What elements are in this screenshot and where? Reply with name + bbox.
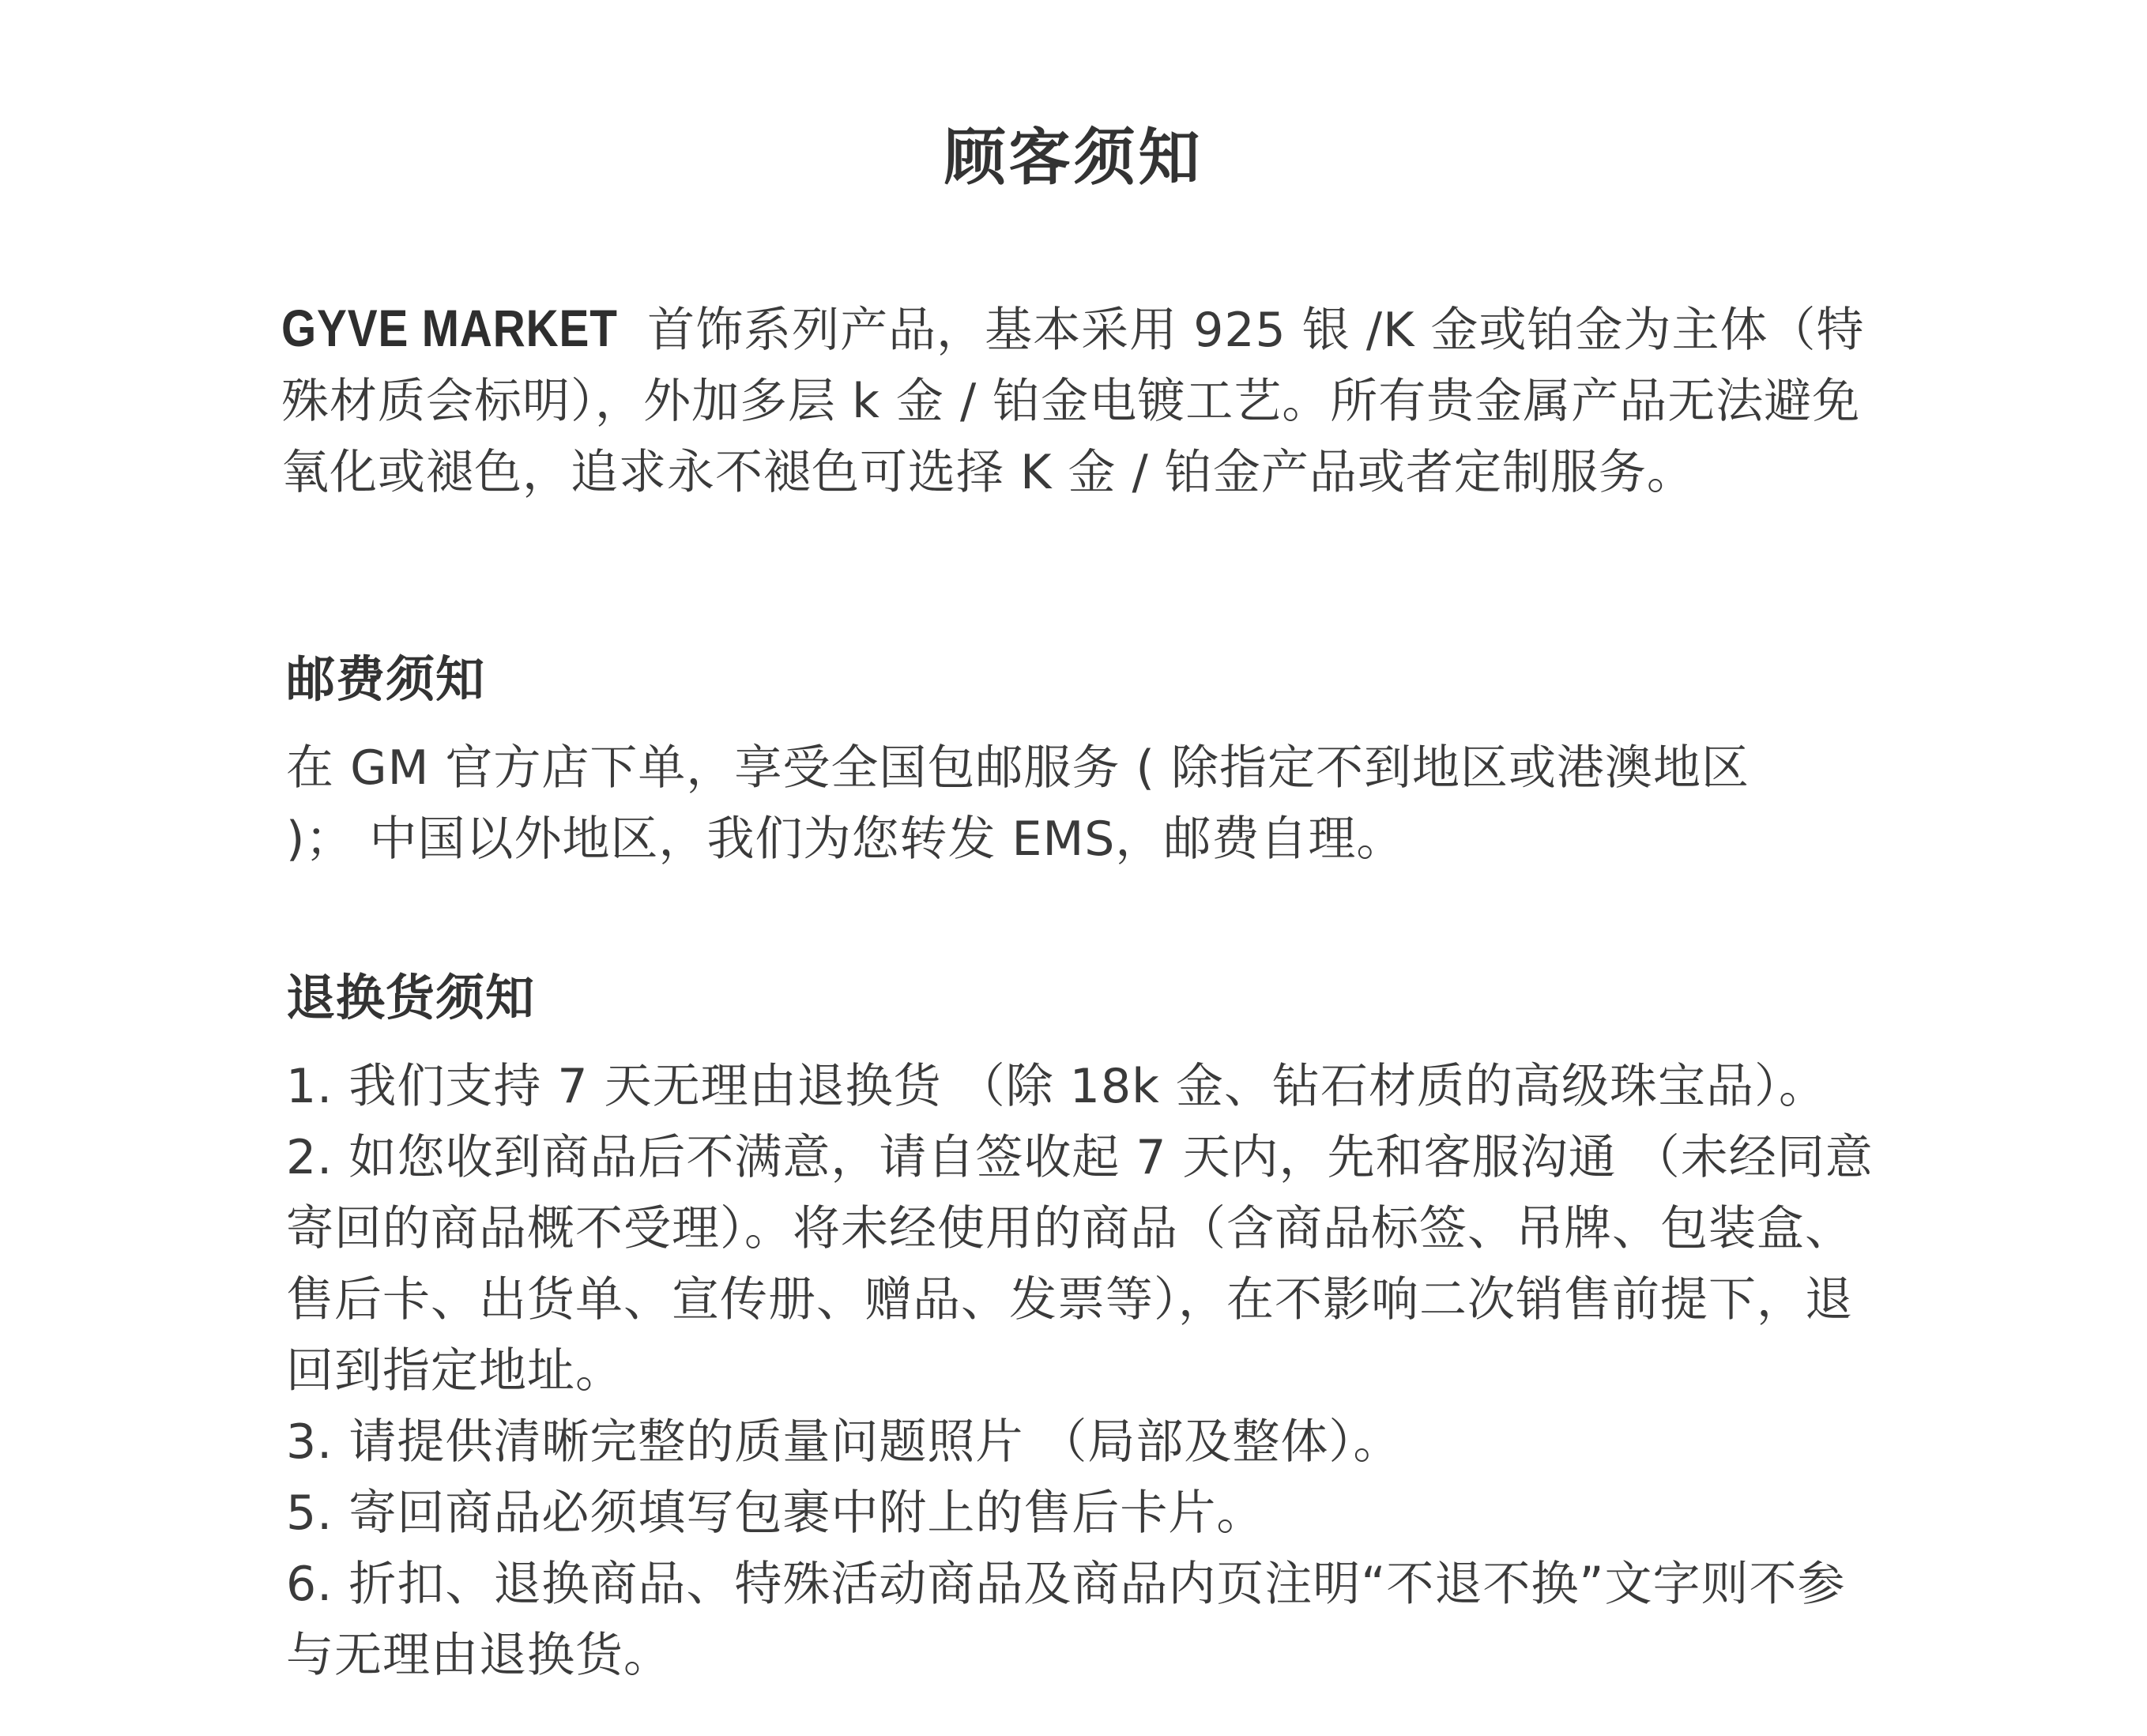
shipping-heading: 邮费须知 — [286, 650, 486, 708]
returns-item-1: 1. 我们支持 7 天无理由退换货 （除 18k 金、钻石材质的高级珠宝品）。 — [286, 1059, 1827, 1114]
returns-item-5: 5. 寄回商品必须填写包裹中附上的售后卡片。 — [286, 1486, 1265, 1541]
returns-heading: 退换货须知 — [286, 969, 536, 1026]
intro-text: 首饰系列产品，基本采用 925 银 /K 金或铂金为主体（特殊材质会标明），外加多层 k 金 / 铂金电镀工艺。所有贵金属产品无法避免氧化或褪色，追求永不褪色可选择 K 金 / 铂金产品或者定制服务。 — [281, 303, 1865, 500]
returns-list — [286, 1051, 1906, 1691]
page-title: 顾客须知 — [944, 122, 1203, 194]
shipping-section — [286, 644, 1906, 875]
returns-item-3: 3. 请提供清晰完整的质量问题照片 （局部及整体）。 — [286, 1414, 1402, 1470]
returns-item-2: 2. 如您收到商品后不满意，请自签收起 7 天内，先和客服沟通 （未经同意寄回的商品概不受理）。将未经使用的商品（含商品标签、吊牌、包装盒、售后卡、出货单、宣传册、赠品、发票等），在不影响二次销售前提下，退回到指定地址。 — [286, 1130, 1874, 1399]
returns-item-6: 6. 折扣、退换商品、特殊活动商品及商品内页注明“不退不换”文字则不参与无理由退换货。 — [286, 1557, 1846, 1683]
intro-paragraph — [281, 292, 1878, 508]
shipping-body: 在 GM 官方店下单，享受全国包邮服务 ( 除指定不到地区或港澳地区 )； 中国以外地区，我们为您转发 EMS，邮费自理。 — [286, 740, 1750, 867]
brand-logo-text: GYVE MARKET — [281, 299, 618, 357]
returns-section — [286, 962, 1906, 1691]
